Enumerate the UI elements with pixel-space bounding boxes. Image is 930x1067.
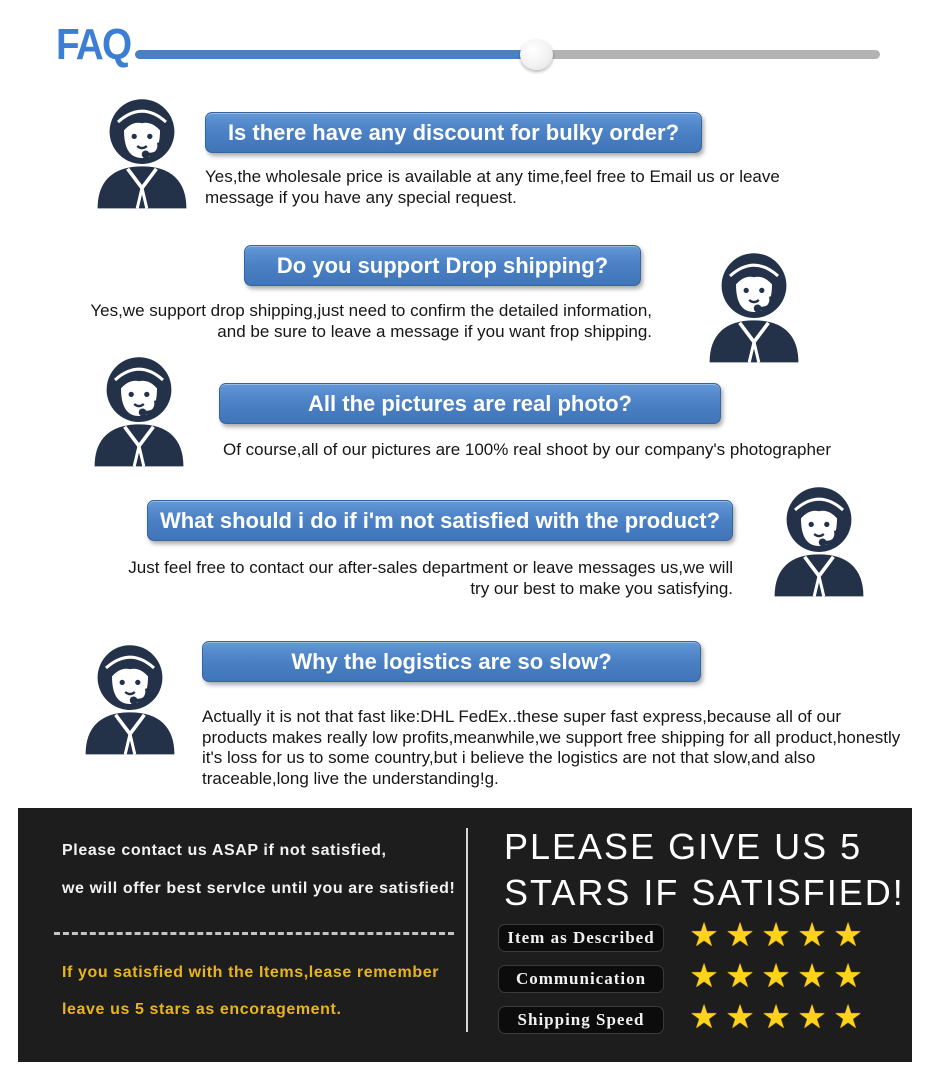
faq-answer-3: Of course,all of our pictures are 100% real shoot by our company's photographer	[223, 440, 832, 459]
star-icon: ★	[797, 916, 827, 953]
faq-answer-1: Yes,the wholesale price is available at any time,feel free to Email us or leave message if you have any special request.	[205, 167, 780, 207]
star-icon: ★	[725, 957, 755, 994]
star-icon: ★	[725, 916, 755, 953]
star-rating	[686, 915, 866, 954]
star-icon: ★	[689, 998, 719, 1035]
heading-line-1: PLEASE GIVE US 5	[504, 826, 863, 867]
star-icon: ★	[761, 957, 791, 994]
star-icon: ★	[833, 916, 863, 953]
star-icon: ★	[689, 916, 719, 953]
support-agent-icon	[690, 246, 818, 366]
faq-question-banner-1[interactable]: Is there have any discount for bulky order?	[205, 112, 702, 153]
star-rating	[686, 997, 866, 1036]
support-agent-icon	[66, 638, 194, 758]
star-icon: ★	[833, 957, 863, 994]
faq-question-banner-3[interactable]: All the pictures are real photo?	[219, 383, 721, 424]
star-icon: ★	[797, 998, 827, 1035]
faq-question-banner-2[interactable]: Do you support Drop shipping?	[244, 245, 641, 286]
page-title: FAQ	[56, 20, 131, 69]
faq-answer-4: Just feel free to contact our after-sales department or leave messages us,we will try our best to make you satisfying.	[128, 558, 733, 598]
vertical-divider	[466, 828, 468, 1032]
faq-answer-5: Actually it is not that fast like:DHL FedEx..these super fast express,because all of our products makes really low profits,meanwhile,we support free shipping for all product,honestly it's loss for us to some country,but i believe the logistics are not that slow,and also traceable,long live the understanding!g.	[202, 707, 901, 788]
support-agent-icon	[78, 92, 206, 212]
heading-line-2: STARS IF SATISFIED!	[504, 872, 905, 913]
faq-answer-2: Yes,we support drop shipping,just need to confirm the detailed information, and be sure to leave a message if you want frop shipping.	[90, 301, 652, 341]
contact-line-4: leave us 5 stars as encoragement.	[62, 1001, 342, 1018]
slider-track-filled	[135, 50, 538, 59]
feedback-banner	[18, 808, 912, 1062]
dashed-divider	[54, 932, 454, 935]
five-stars-heading	[504, 824, 905, 916]
rating-label: Item as Described	[498, 924, 664, 952]
star-rating	[686, 956, 866, 995]
contact-line-2: we will offer best servIce until you are satisfied!	[62, 880, 456, 897]
faq-question-banner-5[interactable]: Why the logistics are so slow?	[202, 641, 701, 682]
star-icon: ★	[797, 957, 827, 994]
slider-knob[interactable]	[520, 39, 553, 70]
rating-label: Shipping Speed	[498, 1006, 664, 1034]
star-icon: ★	[725, 998, 755, 1035]
slider-track-rest	[536, 50, 880, 59]
support-agent-icon	[75, 350, 203, 470]
star-icon: ★	[761, 916, 791, 953]
faq-question-banner-4[interactable]: What should i do if i'm not satisfied with the product?	[147, 500, 733, 541]
star-icon: ★	[833, 998, 863, 1035]
contact-line-3: If you satisfied with the Items,lease remember	[62, 964, 440, 981]
star-icon: ★	[689, 957, 719, 994]
rating-label: Communication	[498, 965, 664, 993]
star-icon: ★	[761, 998, 791, 1035]
contact-line-1: Please contact us ASAP if not satisfied,	[62, 842, 387, 859]
support-agent-icon	[755, 480, 883, 600]
